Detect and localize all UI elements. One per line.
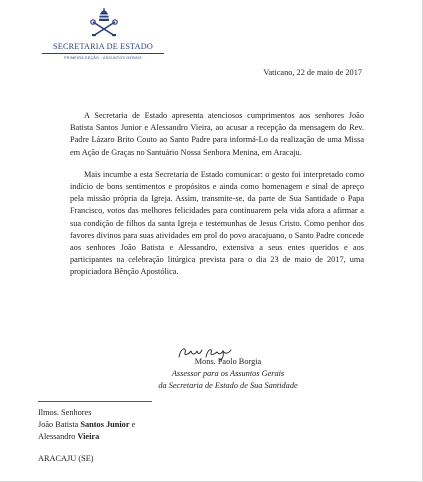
letter-body — [70, 110, 364, 289]
letterhead-divider — [42, 53, 164, 54]
address-conjunction: e — [129, 420, 136, 429]
signatory-role-continued: da Secretaria de Estado de Sua Santidade — [158, 381, 298, 390]
dateline: Vaticano, 22 de maio de 2017 — [263, 68, 362, 77]
paragraph: A Secretaria de Estado apresenta atenciosos cumprimentos aos senhores João Batista Santos Junior e Alessandro Vieira, ao acusar a recepção da mensagem do Rev. Padre Lázaro Brito Couto ao Santo Padre para informá-Lo da realização de uma Missa em Ação de Graças no Santuário Nossa Senhora Menina, em Aracaju. — [70, 111, 364, 157]
org-name: SECRETARIA DE ESTADO — [52, 42, 154, 51]
paragraph: Mais incumbe a esta Secretaria de Estado comunicar: o gesto foi interpretado como indício de bons sentimentos e propósitos e ainda como homenagem e sinal de apreço pela missão própria da Igreja. Assim, transmite-se, da parte de Sua Santidade o Papa Francisco, votos das melhores felicidades para continuarem pela vida afora a afirmar a sua condição de filhos da santa Igreja e testemunhas de Jesus Cristo. Como penhor dos favores divinos para suas atividades em prol do povo aracajuano, o Santo Padre concede aos senhores João Batista e Alessandro, extensiva a seus entes queridos e aos participantes na celebração litúrgica prevista para o dia 23 de maio de 2017, uma propiciadora Bênção Apostólica. — [70, 169, 364, 277]
recipient-surname: Vieira — [77, 432, 100, 441]
signatory-name: Mons. Paolo Borgia — [194, 357, 262, 366]
address-city: ARACAJU (SE) — [38, 454, 94, 463]
recipient-surname: Santos Junior — [80, 420, 130, 429]
address-salutation: Ilmos. Senhores — [38, 408, 92, 417]
address-divider — [38, 401, 152, 402]
address-line-2 — [38, 432, 99, 441]
recipient-given-name: Alessandro — [38, 432, 78, 441]
address-line-1 — [38, 420, 135, 429]
org-subtitle: PRIMEIRA SEÇÃO - ASSUNTOS GERAIS — [64, 56, 142, 60]
signatory-role: Assessor para os Assuntos Gerais — [171, 369, 285, 378]
papal-emblem-icon — [88, 8, 120, 38]
recipient-given-name: João Batista — [38, 420, 81, 429]
